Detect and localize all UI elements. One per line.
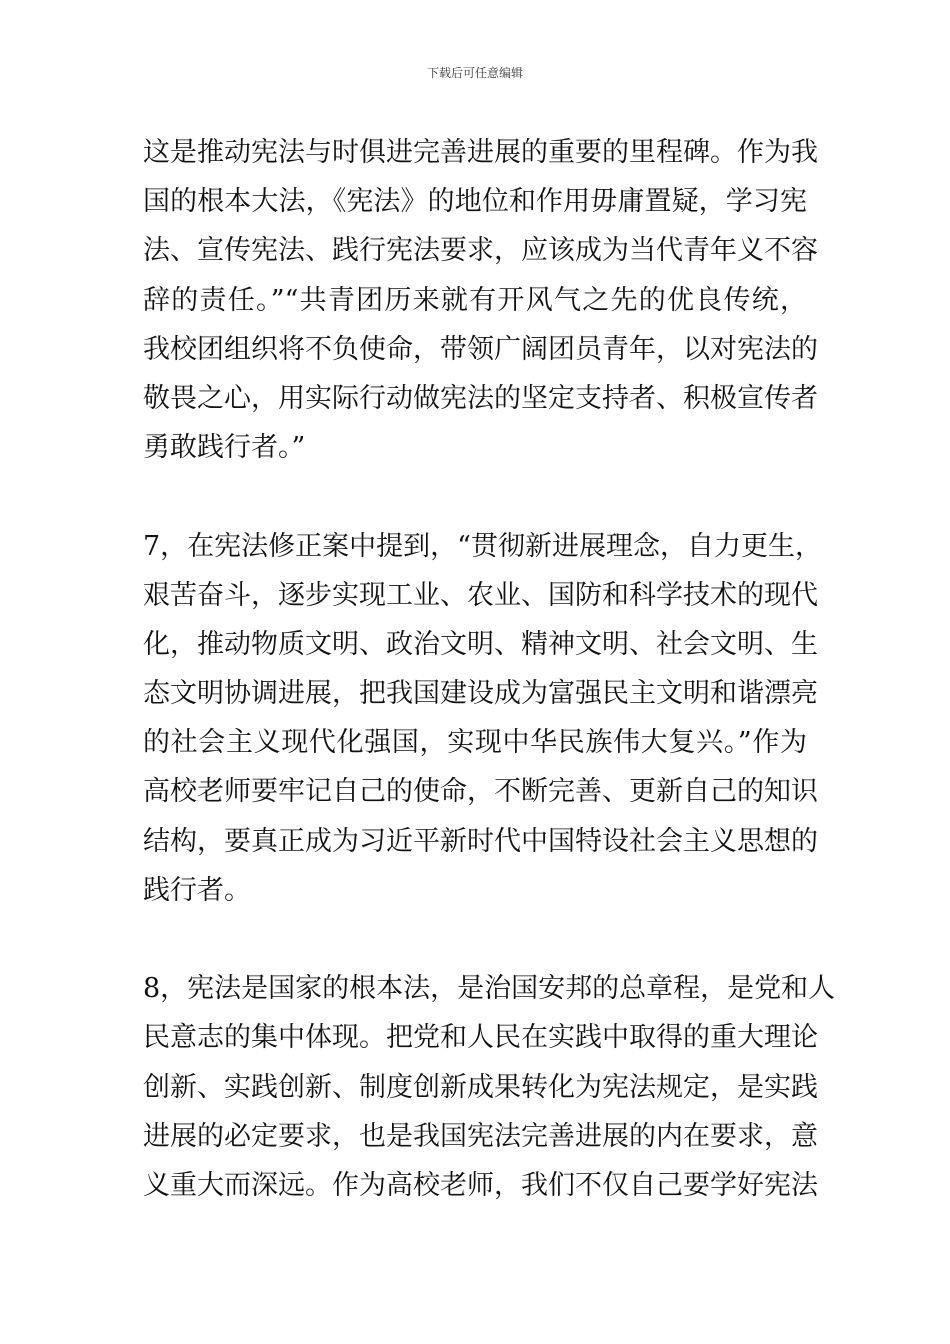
- paragraph-gap: [143, 472, 807, 521]
- text-line: 艰苦奋斗，逐步实现工业、农业、国防和科学技术的现代: [143, 579, 818, 611]
- text-line: 创新、实践创新、制度创新成果转化为宪法规定，是实践: [143, 1071, 818, 1103]
- text-line: 辞的责任。”“共青团历来就有开风气之先的优良传统，: [143, 284, 807, 316]
- text-line: 这是推动宪法与时俱进完善进展的重要的里程碑。作为我: [143, 137, 818, 168]
- text-line: 化，推动物质文明、政治文明、精神文明、社会文明、生: [143, 628, 818, 660]
- text-line: 我校团组织将不负使命，带领广阔团员青年，以对宪法的: [143, 333, 818, 365]
- text-line: 勇敢践行者。”: [143, 432, 306, 464]
- text-line: 义重大而深远。作为高校老师，我们不仅自己要学好宪法: [143, 1169, 818, 1201]
- paragraph-gap: [143, 915, 807, 964]
- text-line: 民意志的集中体现。把党和人民在实践中取得的重大理论: [143, 1022, 818, 1054]
- text-line: 践行者。: [143, 874, 251, 906]
- text-line: 法、宣传宪法、践行宪法要求，应该成为当代青年义不容: [143, 235, 818, 267]
- text-line: 态文明协调进展，把我国建设成为富强民主文明和谐漂亮: [143, 678, 818, 710]
- paragraph-3: [143, 964, 836, 1210]
- text-line: 高校老师要牢记自己的使命，不断完善、更新自己的知识: [143, 776, 818, 808]
- paragraph-1: [143, 128, 818, 472]
- page-header: 下载后可任意编辑: [426, 66, 523, 80]
- text-line: 7，在宪法修正案中提到，“贯彻新进展理念，自力更生，: [143, 530, 822, 562]
- paragraph-2: [143, 522, 822, 916]
- text-line: 进展的必定要求，也是我国宪法完善进展的内在要求，意: [143, 1120, 818, 1152]
- text-line: 的社会主义现代化强国，实现中华民族伟大复兴。”作为: [143, 727, 807, 759]
- text-line: 国的根本大法，《宪法》的地位和作用毋庸置疑，学习宪: [143, 186, 807, 218]
- document-body: [143, 128, 836, 1210]
- text-line: 结构，要真正成为习近平新时代中国特设社会主义思想的: [143, 825, 818, 857]
- text-line: 8，宪法是国家的根本法，是治国安邦的总章程，是党和人: [143, 973, 836, 1005]
- text-line: 敬畏之心，用实际行动做宪法的坚定支持者、积极宣传者: [143, 382, 818, 414]
